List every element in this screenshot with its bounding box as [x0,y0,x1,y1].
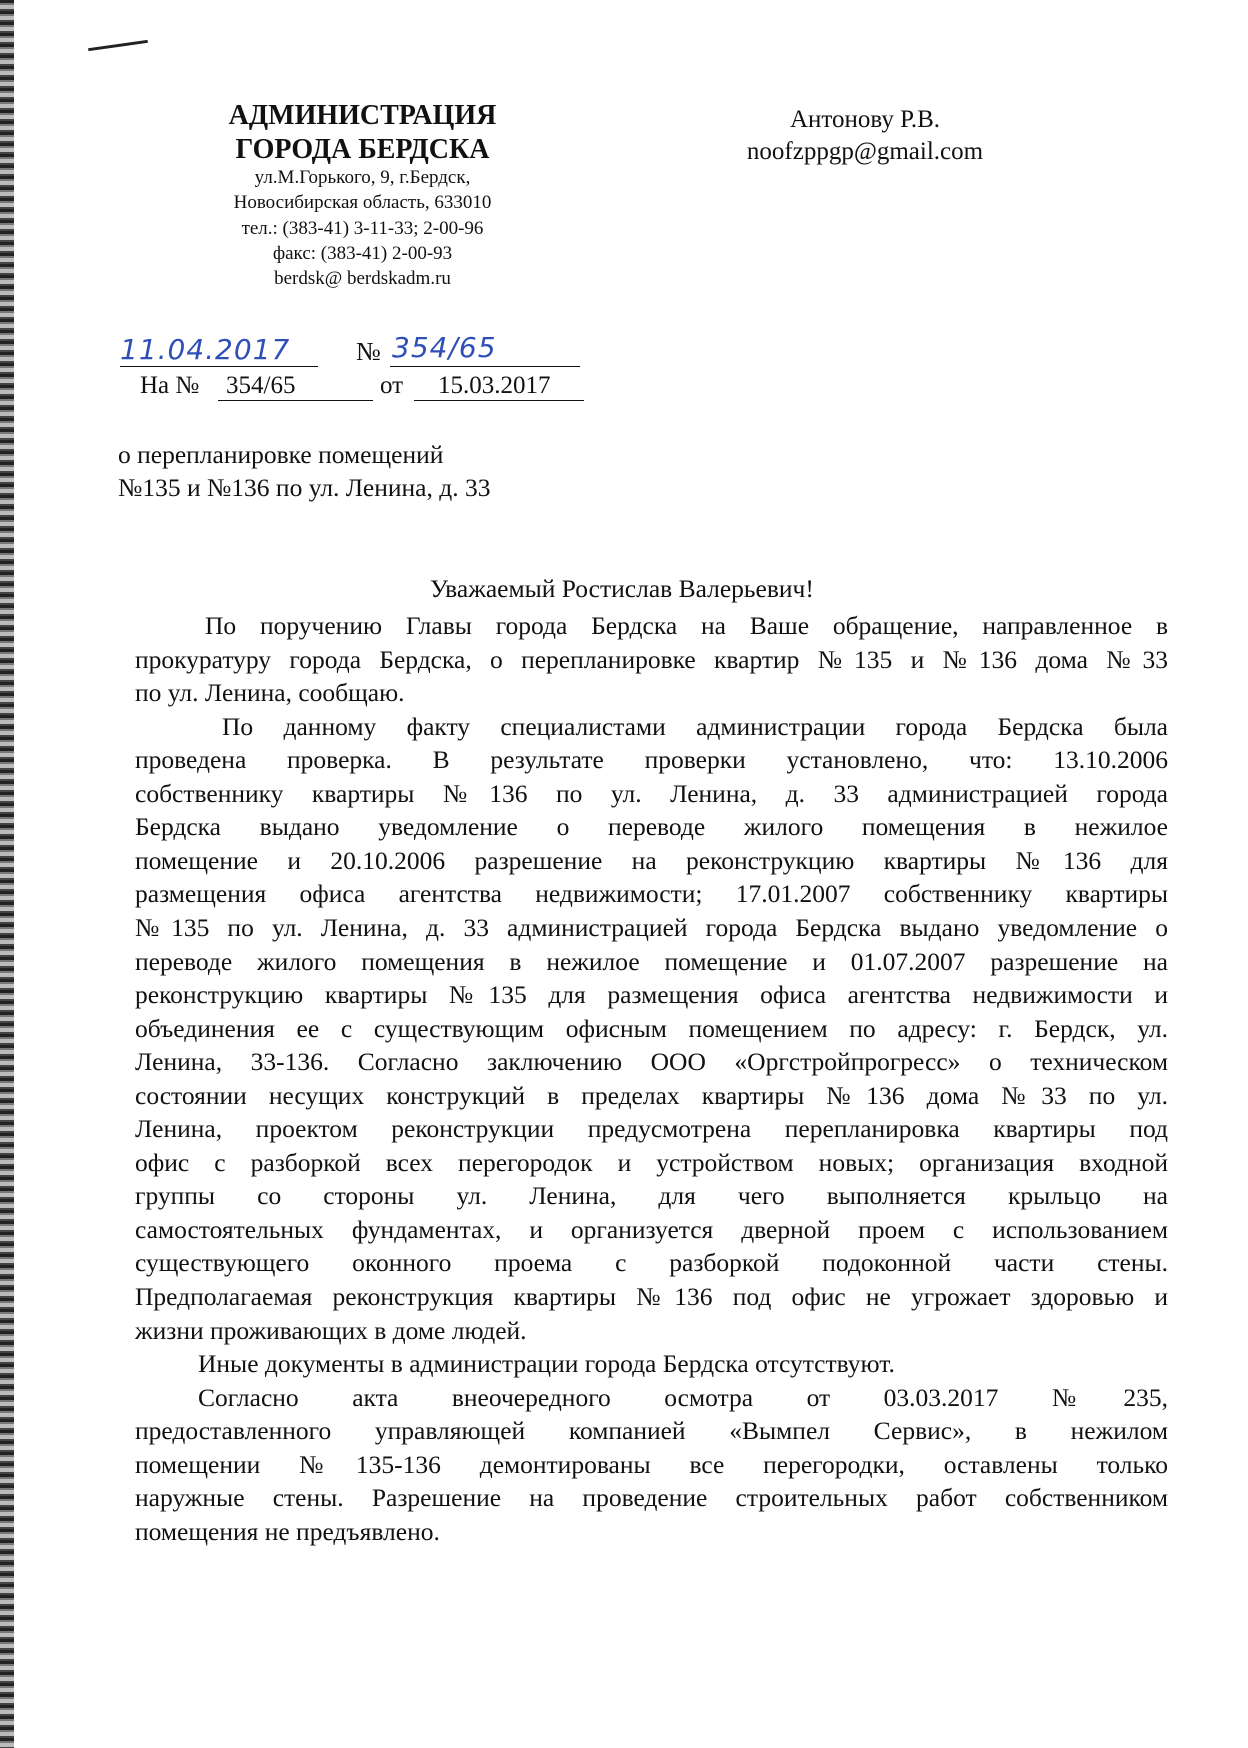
body-line: Иные документы в администрации города Бердска отсутствуют. [198,1349,895,1379]
reference-from-label: от [380,372,404,399]
body-line: Бердска выдано уведомление о переводе жилого помещения в нежилое [135,812,1168,842]
body-line: объединения ее с существующим офисным помещением по адресу: г. Бердск, ул. [135,1013,1168,1043]
outgoing-date: 11.04.2017 [120,333,291,366]
reference-label: На № [140,372,200,399]
outgoing-number: 354/65 [392,331,497,364]
greeting: Уважаемый Ростислав Валерьевич! [430,574,814,603]
subject-line: №135 и №136 по ул. Ленина, д. 33 [118,473,491,502]
body-line: размещения офиса агентства недвижимости; 17.01.2007 собственнику квартиры [135,879,1168,909]
ref-number-underline [218,400,373,401]
body-line: По данному факту специалистами администрации города Бердска была [222,711,1168,741]
body-line: №135 по ул. Ленина, д. 33 администрацией города Бердска выдано уведомление о [135,912,1168,942]
body-line: офис с разборкой всех перегородок и устройством новых; организация входной [135,1147,1168,1177]
scan-edge [0,0,14,1748]
body-line: наружные стены. Разрешение на проведение строительных работ собственником [135,1483,1168,1513]
address-line: ул.М.Горького, 9, г.Бердск, [254,167,471,188]
body-line: Ленина, проектом реконструкции предусмотрена перепланировка квартиры под [135,1114,1168,1144]
body-line: По поручению Главы города Бердска на Ваше обращение, направленное в [205,611,1168,640]
body-line: Предполагаемая реконструкция квартиры №136 под офис не угрожает здоровью и [135,1282,1168,1311]
number-label: № [356,337,381,366]
body-line: предоставленного управляющей компанией «Вымпел Сервис», в нежилом [135,1416,1168,1446]
body-line: жизни проживающих в доме людей. [135,1315,527,1345]
subject-line: о перепланировке помещений [118,440,444,469]
reference-number: 354/65 [226,372,296,399]
org-name-line1: АДМИНИСТРАЦИЯ [228,100,497,131]
body-line: группы со стороны ул. Ленина, для чего выполняется крыльцо на [135,1181,1168,1211]
org-name-line2: ГОРОДА БЕРДСКА [235,134,490,165]
address-line: тел.: (383-41) 3-11-33; 2-00-96 [241,218,484,239]
body-line: собственнику квартиры №136 по ул. Ленина, д. 33 администрацией города [135,778,1168,808]
body-line: помещении №135-136 демонтированы все перегородки, оставлены только [135,1449,1168,1479]
body-line: самостоятельных фундаментах, и организуется дверной проем с использованием [135,1214,1168,1244]
body-line: проведена проверка. В результате проверки установлено, что: 13.10.2006 [135,745,1168,775]
body-line: Ленина, 33-136. Согласно заключению ООО «Оргстройпрогресс» о техническом [135,1047,1168,1077]
body-line: прокуратуру города Бердска, о перепланировке квартир №135 и №136 дома №33 [135,644,1168,674]
scan-mark [88,40,148,51]
recipient-email: noofzppgp@gmail.com [746,138,984,165]
body-line: состоянии несущих конструкций в пределах квартиры №136 дома №33 по ул. [135,1080,1168,1110]
recipient-name: Антонову Р.В. [789,106,941,133]
body-line: по ул. Ленина, сообщаю. [135,678,405,708]
address-line: факс: (383-41) 2-00-93 [272,243,453,264]
body-line: помещения не предъявлено. [135,1516,440,1546]
body-line: переводе жилого помещения в нежилое помещение и 01.07.2007 разрешение на [135,946,1168,976]
body-line: помещение и 20.10.2006 разрешение на реконструкцию квартиры №136 для [135,845,1168,875]
number-underline [390,366,580,367]
date-underline [120,366,318,367]
address-line: Новосибирская область, 633010 [233,192,492,213]
reference-date: 15.03.2017 [438,372,551,399]
body-line: реконструкцию квартиры №135 для размещения офиса агентства недвижимости и [135,980,1168,1010]
ref-date-underline [414,400,584,401]
body-line: существующего оконного проема с разборкой подоконной части стены. [135,1248,1168,1278]
address-line: berdsk@ berdskadm.ru [274,268,451,289]
body-line: Согласно акта внеочередного осмотра от 03.03.2017 №235, [198,1382,1168,1412]
